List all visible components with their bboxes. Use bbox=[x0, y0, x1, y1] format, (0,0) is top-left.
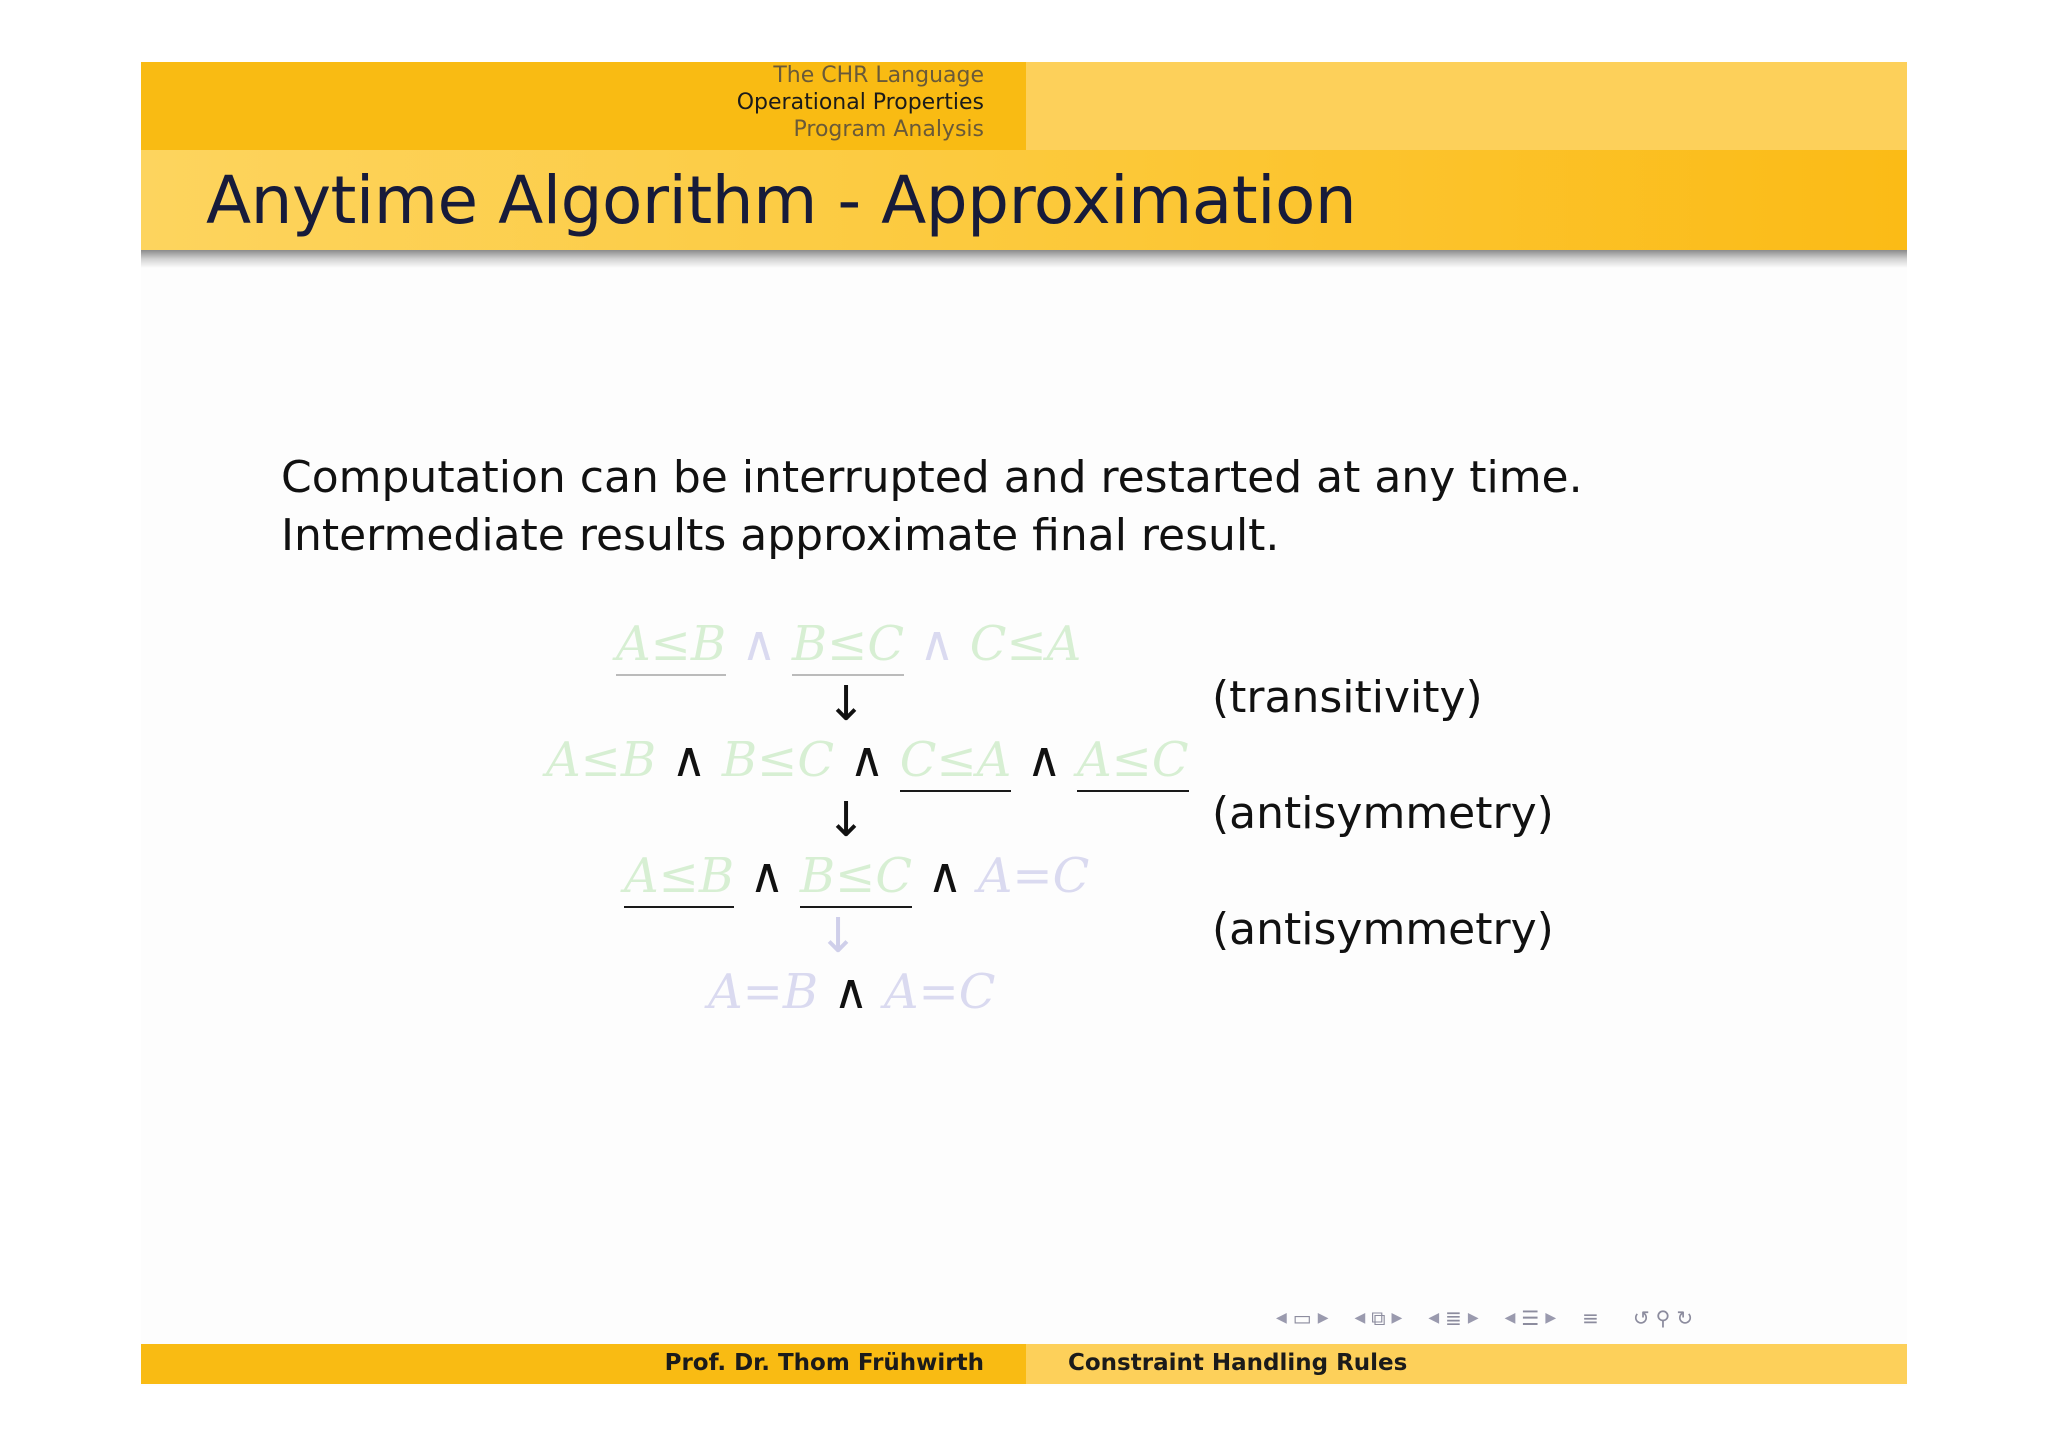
next-section-icon[interactable]: ▶ bbox=[1467, 1310, 1479, 1326]
next-frame-icon[interactable]: ▶ bbox=[1317, 1310, 1329, 1326]
constraint-a-le-b: A≤B bbox=[616, 616, 726, 676]
forward-icon[interactable]: ↻ bbox=[1676, 1306, 1694, 1330]
constraint-a-eq-c: A=C bbox=[883, 964, 996, 1020]
constraint-c-le-a: C≤A bbox=[969, 616, 1082, 672]
constraint-b-le-c: B≤C bbox=[800, 848, 912, 908]
frame-icon[interactable]: ▭ bbox=[1292, 1306, 1312, 1330]
constraint-b-le-c: B≤C bbox=[792, 616, 904, 676]
header-right-band bbox=[1026, 62, 1907, 150]
derivation-row-2 bbox=[546, 732, 1189, 788]
constraint-a-eq-b: A=B bbox=[708, 964, 819, 1020]
derivation-row-3 bbox=[624, 848, 1089, 904]
and-symbol: ∧ bbox=[919, 616, 955, 672]
constraint-a-eq-c: A=C bbox=[977, 848, 1090, 904]
rule-name-transitivity: (transitivity) bbox=[1212, 672, 1483, 723]
section-link-program-analysis[interactable]: Program Analysis bbox=[793, 117, 984, 142]
body-line-2: Intermediate results approximate final result. bbox=[281, 510, 1280, 561]
derivation-arrow-3: ↓ bbox=[818, 908, 859, 964]
constraint-b-le-c: B≤C bbox=[721, 732, 835, 788]
search-icon[interactable]: ⚲ bbox=[1655, 1306, 1671, 1330]
and-symbol: ∧ bbox=[833, 964, 869, 1020]
rule-name-antisymmetry-1: (antisymmetry) bbox=[1212, 788, 1554, 839]
prev-document-icon[interactable]: ◀ bbox=[1504, 1310, 1516, 1326]
prev-frame-icon[interactable]: ◀ bbox=[1276, 1310, 1287, 1326]
subsection-navigation[interactable] bbox=[1354, 1306, 1402, 1330]
constraint-a-le-c: A≤C bbox=[1077, 732, 1189, 792]
toc-icon[interactable]: ≡ bbox=[1582, 1306, 1599, 1330]
rule-name-antisymmetry-2: (antisymmetry) bbox=[1212, 904, 1554, 955]
subsection-icon[interactable]: ⧉ bbox=[1371, 1306, 1386, 1330]
next-subsection-icon[interactable]: ▶ bbox=[1391, 1310, 1403, 1326]
derivation-row-1 bbox=[616, 616, 1081, 672]
body-line-1: Computation can be interrupted and restarted at any time. bbox=[281, 452, 1583, 503]
footer-course: Constraint Handling Rules bbox=[1068, 1350, 1408, 1376]
title-shadow bbox=[141, 250, 1907, 268]
section-icon[interactable]: ≣ bbox=[1445, 1306, 1462, 1330]
and-symbol: ∧ bbox=[749, 848, 785, 904]
section-link-chr-language[interactable]: The CHR Language bbox=[773, 63, 984, 88]
prev-subsection-icon[interactable]: ◀ bbox=[1354, 1310, 1366, 1326]
constraint-a-le-b: A≤B bbox=[624, 848, 734, 908]
and-symbol: ∧ bbox=[671, 732, 707, 788]
frame-navigation[interactable] bbox=[1276, 1306, 1328, 1330]
and-symbol: ∧ bbox=[927, 848, 963, 904]
toc-navigation[interactable] bbox=[1582, 1306, 1599, 1330]
section-link-operational-properties[interactable]: Operational Properties bbox=[736, 90, 984, 115]
section-navigation-icons[interactable] bbox=[1428, 1306, 1478, 1330]
constraint-c-le-a: C≤A bbox=[900, 732, 1012, 792]
and-symbol: ∧ bbox=[741, 616, 777, 672]
section-navigation bbox=[737, 62, 984, 143]
prev-section-icon[interactable]: ◀ bbox=[1428, 1310, 1440, 1326]
derivation-row-4 bbox=[708, 964, 995, 1020]
next-document-icon[interactable]: ▶ bbox=[1545, 1310, 1557, 1326]
history-search[interactable] bbox=[1633, 1306, 1693, 1330]
constraint-a-le-b: A≤B bbox=[546, 732, 657, 788]
slide-title: Anytime Algorithm - Approximation bbox=[206, 162, 1357, 239]
back-icon[interactable]: ↺ bbox=[1632, 1306, 1650, 1330]
derivation-arrow-2: ↓ bbox=[826, 792, 867, 848]
document-navigation[interactable] bbox=[1505, 1306, 1557, 1330]
navigation-symbols bbox=[1276, 1302, 1693, 1334]
footer-author: Prof. Dr. Thom Frühwirth bbox=[664, 1350, 984, 1376]
and-symbol: ∧ bbox=[1026, 732, 1062, 788]
and-symbol: ∧ bbox=[849, 732, 885, 788]
derivation-arrow-1: ↓ bbox=[826, 676, 867, 732]
document-icon[interactable]: ☰ bbox=[1521, 1306, 1540, 1330]
